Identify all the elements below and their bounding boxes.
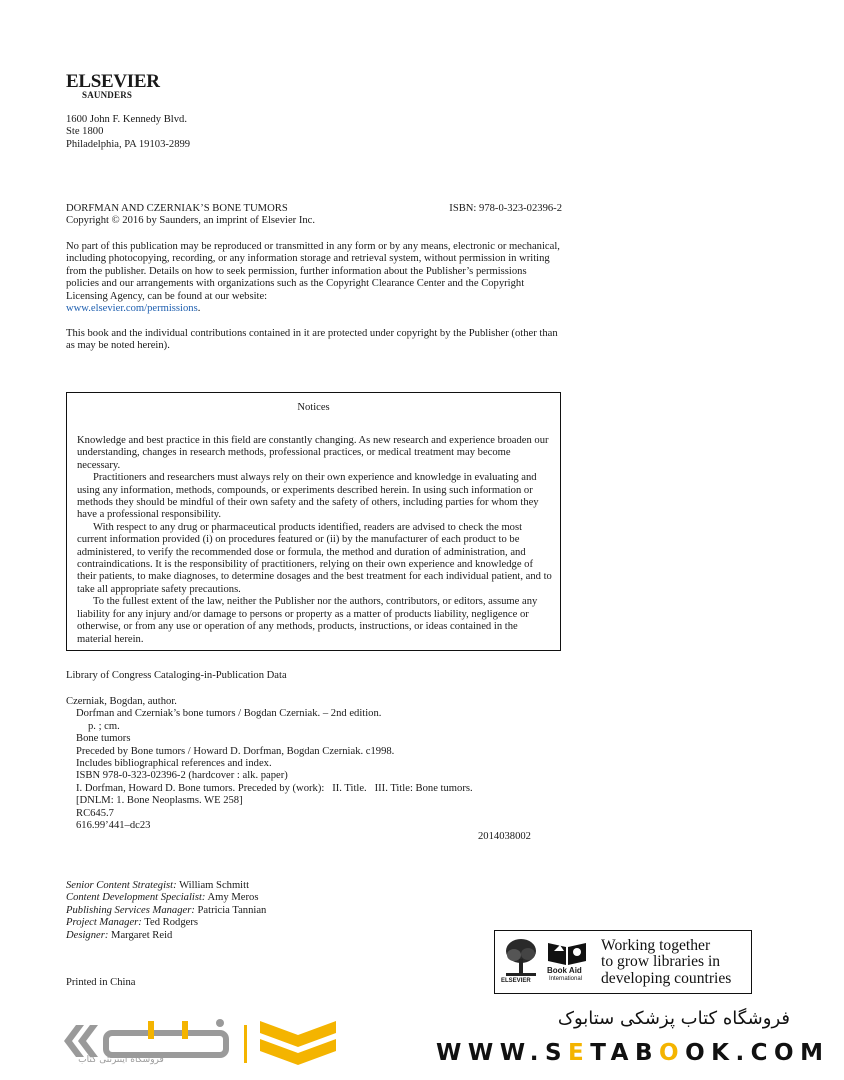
credit-role: Publishing Services Manager:: [66, 904, 195, 916]
credit-name: Ted Rodgers: [144, 917, 198, 929]
cip-line: ISBN 978-0-323-02396-2 (hardcover : alk. paper): [76, 770, 288, 782]
notices-box: [66, 392, 561, 651]
book-aid-name: Book Aid: [547, 966, 582, 975]
credit-row: [66, 892, 266, 904]
permissions-link[interactable]: www.elsevier.com/permissions: [66, 303, 198, 315]
book-aid-slogan: [601, 938, 731, 987]
book-title: DORFMAN AND CZERNIAK’S BONE TUMORS: [66, 203, 288, 214]
cip-line: 616.99’441–dc23: [76, 820, 151, 832]
cip-line: Bone tumors: [76, 733, 131, 745]
address-line: Philadelphia, PA 19103-2899: [66, 138, 191, 150]
protection-statement: This book and the individual contributions contained in it are protected under copyright by the Publisher (other than as may be noted herein).: [66, 328, 558, 352]
credit-role: Designer:: [66, 929, 109, 941]
elsevier-saunders-logo: [66, 73, 160, 100]
cip-line: I. Dorfman, Howard D. Bone tumors. Preceded by (work): II. Title. III. Title: Bone tumors.: [76, 782, 473, 794]
notice-paragraph: Knowledge and best practice in this field are constantly changing. As new research and experience broaden our understanding, changes in research methods, professional practices, or medical treatment may become necessary.: [77, 435, 549, 471]
notice-paragraph: With respect to any drug or pharmaceutical products identified, readers are advised to check the most current information provided (i) on procedures featured or (ii) by the manufacturer of each product to be administered, to verify the recommended dose or formula, the method and duration of administration, and contraindications. It is the responsibility of practitioners, relying on their own experience and knowledge of their patients, to make diagnoses, to determine dosages and the best treatment for each individual patient, and to take all appropriate safety precautions.: [77, 521, 552, 595]
book-aid-badge: [494, 930, 752, 994]
setabook-logo-subtitle: فروشگاه اینترنتی کتاب: [78, 1055, 164, 1065]
link-suffix: .: [197, 303, 201, 315]
setabook-logo: [60, 1011, 350, 1075]
cip-line: [DNLM: 1. Bone Neoplasms. WE 258]: [76, 795, 243, 807]
slogan-line: developing countries: [601, 969, 732, 987]
printed-in: Printed in China: [66, 977, 136, 988]
production-credits: [66, 880, 266, 942]
credit-name: Patricia Tannian: [197, 904, 267, 916]
address-line: Ste 1800: [66, 126, 104, 138]
slogan-line: to grow libraries in: [601, 953, 721, 971]
credit-name: William Schmitt: [179, 880, 250, 891]
loc-control-number: 2014038002: [478, 831, 531, 842]
cip-line: Preceded by Bone tumors / Howard D. Dorfman, Bogdan Czerniak. c1998.: [76, 745, 395, 757]
logo-main-text: ELSEVIER: [66, 71, 160, 92]
cip-line: Dorfman and Czerniak’s bone tumors / Bogdan Czerniak. – 2nd edition.: [76, 708, 382, 720]
elsevier-tree-icon: [502, 937, 540, 981]
cip-line: Includes bibliographical references and index.: [76, 758, 272, 770]
url-part: OK.COM: [685, 1040, 830, 1066]
cataloging-record: [66, 696, 473, 832]
notices-title: Notices: [297, 402, 330, 413]
url-part-accent: E: [568, 1040, 591, 1066]
setabook-watermark-footer: [0, 995, 844, 1080]
credit-role: Senior Content Strategist:: [66, 880, 177, 891]
store-name: فروشگاه کتاب پزشکی ستابوک: [557, 1008, 790, 1029]
cip-line: RC645.7: [76, 807, 114, 819]
url-part: WWW.S: [436, 1040, 569, 1066]
credit-role: Project Manager:: [66, 917, 142, 929]
copyright-line: Copyright © 2016 by Saunders, an imprint of Elsevier Inc.: [66, 215, 316, 227]
elsevier-tree-label: ELSEVIER: [501, 978, 531, 984]
logo-sub-text: SAUNDERS: [82, 90, 133, 100]
book-info: [66, 203, 562, 228]
notice-paragraph: To the fullest extent of the law, neither the Publisher nor the authors, contributors, or editors, assume any liability for any injury and/or damage to persons or property as a matter of products liability, negligence or otherwise, or from any use or operation of any methods, products, instructions, or ideas contained in the material herein.: [77, 596, 538, 645]
credit-row: [66, 930, 266, 942]
isbn: ISBN: 978-0-323-02396-2: [449, 203, 562, 214]
cataloging-heading: Library of Congress Cataloging-in-Publication Data: [66, 670, 287, 681]
credit-name: Margaret Reid: [111, 929, 173, 941]
credit-row: [66, 880, 266, 892]
credit-role: Content Development Specialist:: [66, 892, 206, 904]
url-part-accent: O: [659, 1040, 686, 1066]
book-aid-icon: [546, 937, 588, 967]
credit-row: [66, 905, 266, 917]
rights-text: No part of this publication may be reproduced or transmitted in any form or by any means, electronic or mechanical, including photocopying, recording, or any information storage and retrieval system, without permission in writing from the publisher. Details on how to seek permission, further information about the Publisher’s permissions policies and our arrangements with organizations such as the Copyright Clearance Center and the Copyright Licensing Agency, can be found at our website:: [66, 241, 560, 302]
slogan-line: Working together: [601, 937, 711, 954]
notice-paragraph: Practitioners and researchers must always rely on their own experience and knowledge in evaluating and using any information, methods, compounds, or experiments described herein. In using such information or methods they should be mindful of their own safety and the safety of others, including parties for whom they have a professional responsibility.: [77, 472, 539, 521]
publisher-address: [66, 114, 190, 151]
store-url[interactable]: [436, 1040, 830, 1066]
cip-line: p. ; cm.: [88, 720, 120, 732]
address-line: 1600 John F. Kennedy Blvd.: [66, 114, 187, 125]
credit-name: Amy Meros: [207, 892, 259, 904]
cip-line: Czerniak, Bogdan, author.: [66, 696, 177, 707]
notices-body: [77, 435, 552, 646]
credit-row: [66, 917, 266, 929]
rights-statement: [66, 241, 562, 315]
book-aid-sub: International: [549, 976, 583, 982]
url-part: TAB: [590, 1040, 659, 1066]
